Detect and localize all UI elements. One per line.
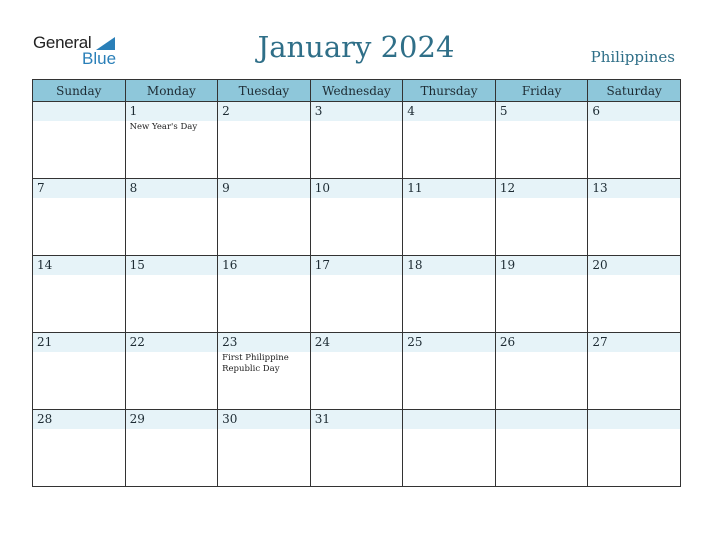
day-cell: [495, 102, 588, 179]
day-number: 24: [314, 335, 330, 349]
day-number: 27: [592, 335, 608, 349]
day-band: [403, 410, 495, 429]
day-number: 17: [314, 258, 330, 272]
day-number: 18: [407, 258, 423, 272]
week-row: [33, 256, 681, 333]
weekday-header: Saturday: [588, 80, 681, 102]
day-number: 15: [129, 258, 145, 272]
day-band: [126, 179, 218, 198]
day-number: 6: [592, 104, 601, 118]
day-number: 30: [222, 412, 238, 426]
day-cell: [495, 179, 588, 256]
weekday-header: Thursday: [403, 80, 496, 102]
day-number: 5: [499, 104, 508, 118]
day-number: 13: [592, 181, 608, 195]
day-cell: [33, 410, 126, 487]
day-cell: [218, 410, 311, 487]
day-number: 9: [222, 181, 230, 195]
day-number: 25: [407, 335, 423, 349]
weekday-header: Friday: [495, 80, 588, 102]
day-number: 7: [37, 181, 45, 195]
day-cell: [588, 333, 681, 410]
day-band: [588, 410, 680, 429]
day-cell: [33, 179, 126, 256]
day-cell: [403, 333, 496, 410]
day-cell: [588, 102, 681, 179]
day-cell: [218, 256, 311, 333]
day-band: [403, 102, 495, 121]
day-band: [311, 102, 403, 121]
day-cell: [588, 179, 681, 256]
day-number: 1: [129, 104, 138, 118]
day-cell: [495, 333, 588, 410]
day-number: 31: [314, 412, 330, 426]
country-label: Philippines: [590, 48, 675, 66]
day-number: 28: [37, 412, 53, 426]
logo-text-general: General: [33, 33, 92, 52]
day-number: 3: [314, 104, 323, 118]
day-cell: [403, 410, 496, 487]
day-cell: [218, 102, 311, 179]
day-number: 22: [129, 335, 145, 349]
day-cell: [588, 410, 681, 487]
day-band: [218, 179, 310, 198]
day-band: [496, 410, 588, 429]
calendar-grid: [32, 79, 681, 487]
day-number: 4: [407, 104, 415, 118]
day-cell: [310, 256, 403, 333]
weekday-header: Wednesday: [310, 80, 403, 102]
week-row: [33, 102, 681, 179]
day-cell: [310, 333, 403, 410]
day-band: [33, 102, 125, 121]
weekday-header-row: [33, 80, 681, 102]
day-cell: [588, 256, 681, 333]
day-cell: [218, 179, 311, 256]
day-cell: [495, 256, 588, 333]
day-cell: [403, 179, 496, 256]
calendar-title: January 2024: [257, 30, 455, 64]
day-number: 11: [407, 181, 423, 195]
day-cell: [125, 179, 218, 256]
day-band: [218, 102, 310, 121]
day-band: [496, 102, 588, 121]
day-number: 10: [314, 181, 330, 195]
day-number: 16: [222, 258, 238, 272]
day-cell: [125, 256, 218, 333]
day-number: 26: [499, 335, 516, 349]
day-cell: [310, 102, 403, 179]
week-row: [33, 410, 681, 487]
day-cell: [125, 410, 218, 487]
day-cell: [218, 333, 311, 410]
day-band: [126, 102, 218, 121]
day-cell: [33, 256, 126, 333]
day-number: 2: [222, 104, 230, 118]
weekday-header: Sunday: [33, 80, 126, 102]
day-number: 19: [499, 258, 516, 272]
day-number: 14: [37, 258, 53, 272]
holiday-label: New Year's Day: [129, 122, 198, 132]
logo-text-blue: Blue: [82, 49, 117, 68]
day-number: 12: [499, 181, 516, 195]
day-cell: [310, 410, 403, 487]
day-number: 23: [222, 335, 238, 349]
weekday-header: Tuesday: [218, 80, 311, 102]
day-number: 20: [592, 258, 608, 272]
day-cell: [125, 333, 218, 410]
day-number: 8: [129, 181, 138, 195]
day-number: 21: [37, 335, 53, 349]
day-band: [33, 179, 125, 198]
holiday-label: First Philippine Republic Day: [222, 353, 289, 375]
week-row: [33, 333, 681, 410]
day-cell: [310, 179, 403, 256]
day-cell: [33, 102, 126, 179]
day-cell: [125, 102, 218, 179]
day-cell: [403, 256, 496, 333]
day-cell: [33, 333, 126, 410]
week-row: [33, 179, 681, 256]
day-cell: [495, 410, 588, 487]
day-cell: [403, 102, 496, 179]
day-band: [588, 102, 680, 121]
weekday-header: Monday: [125, 80, 218, 102]
day-number: 29: [129, 412, 145, 426]
